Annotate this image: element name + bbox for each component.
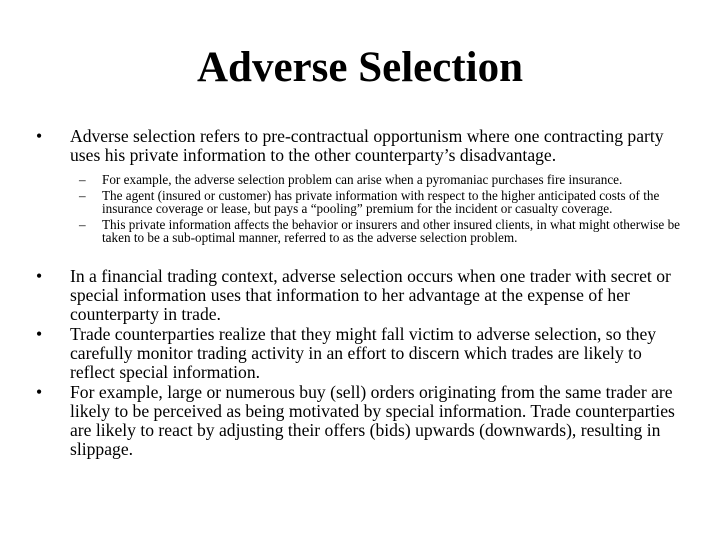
spacer bbox=[36, 247, 686, 267]
bullet-text: Adverse selection refers to pre-contractual opportunism where one contracting party uses his private information to the other counterparty’s disadvantage. bbox=[70, 126, 664, 165]
bullet-marker: • bbox=[36, 381, 43, 402]
bullet-text: For example, large or numerous buy (sell) orders originating from the same trader are likely to be perceived as being motivated by special information. Trade counterparties are likely to react by adjusting their offers (bids) upwards (downwards), resulting in slippage. bbox=[70, 381, 675, 459]
sub-bullet-marker: – bbox=[79, 216, 86, 232]
bullet-item bbox=[36, 267, 686, 324]
bullet-text: In a financial trading context, adverse selection occurs when one trader with secret or special information uses that information to her advantage at the expense of her counterparty in trade. bbox=[70, 265, 671, 324]
sub-bullet-list bbox=[36, 173, 686, 245]
bullet-marker: • bbox=[36, 265, 43, 286]
bullet-text: Trade counterparties realize that they might fall victim to adverse selection, so they carefully monitor trading activity in an effort to discern which trades are likely to reflect special information. bbox=[70, 323, 657, 382]
sub-bullet-text: The agent (insured or customer) has private information with respect to the higher anticipated costs of the insurance coverage or lease, but pays a “pooling” premium for the incident or casualty coverage. bbox=[102, 187, 660, 216]
sub-bullet-item bbox=[79, 189, 686, 216]
slide-title: Adverse Selection bbox=[196, 44, 523, 91]
bullet-marker: • bbox=[36, 126, 43, 146]
sub-bullet-text: For example, the adverse selection problem can arise when a pyromaniac purchases fire insurance. bbox=[102, 172, 623, 187]
slide-content bbox=[36, 127, 686, 459]
sub-bullet-item bbox=[79, 173, 686, 187]
sub-bullet-marker: – bbox=[79, 187, 86, 203]
bullet-item bbox=[36, 383, 686, 459]
bullet-item bbox=[36, 127, 686, 165]
bullet-item bbox=[36, 325, 686, 382]
sub-bullet-item bbox=[79, 218, 686, 245]
bullet-marker: • bbox=[36, 323, 43, 344]
sub-bullet-marker: – bbox=[79, 172, 86, 187]
sub-bullet-text: This private information affects the behavior or insurers and other insured clients, in what might otherwise be taken to be a sub-optimal manner, referred to as the adverse selection problem. bbox=[102, 216, 681, 245]
